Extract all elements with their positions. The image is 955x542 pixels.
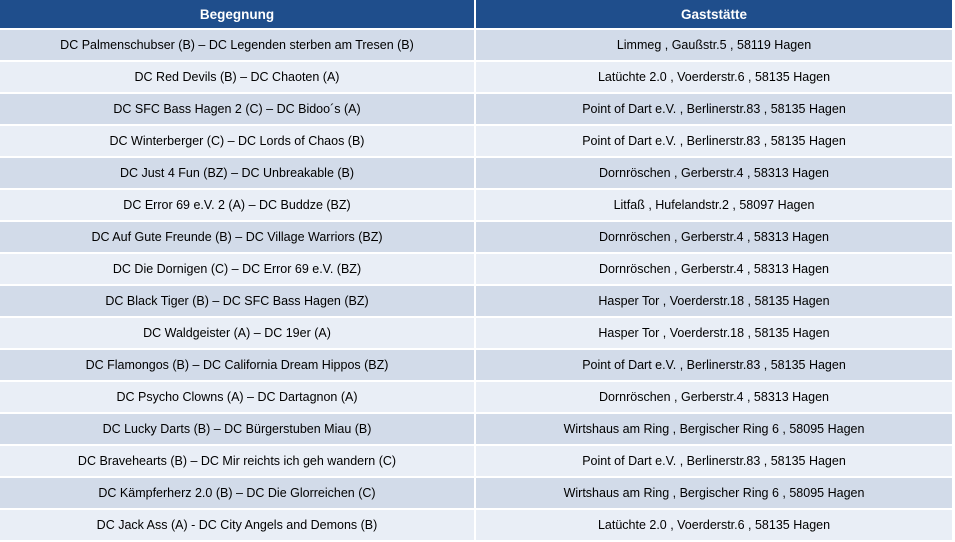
match-cell: DC SFC Bass Hagen 2 (C) – DC Bidoo´s (A) <box>0 94 476 126</box>
table-row <box>0 126 952 158</box>
column-header-venue: Gaststätte <box>476 0 952 30</box>
table-row <box>0 94 952 126</box>
table-row <box>0 254 952 286</box>
table-row <box>0 414 952 446</box>
venue-cell: Point of Dart e.V. , Berlinerstr.83 , 58135 Hagen <box>476 126 952 158</box>
table-row <box>0 62 952 94</box>
venue-cell: Dornröschen , Gerberstr.4 , 58313 Hagen <box>476 382 952 414</box>
match-cell: DC Kämpferherz 2.0 (B) – DC Die Glorreichen (C) <box>0 478 476 510</box>
table-row <box>0 510 952 542</box>
venue-cell: Latüchte 2.0 , Voerderstr.6 , 58135 Hagen <box>476 62 952 94</box>
table-row <box>0 446 952 478</box>
table-row <box>0 30 952 62</box>
table-row <box>0 158 952 190</box>
match-cell: DC Auf Gute Freunde (B) – DC Village Warriors (BZ) <box>0 222 476 254</box>
match-cell: DC Palmenschubser (B) – DC Legenden sterben am Tresen (B) <box>0 30 476 62</box>
venue-cell: Point of Dart e.V. , Berlinerstr.83 , 58135 Hagen <box>476 94 952 126</box>
header-row <box>0 0 952 30</box>
venue-cell: Hasper Tor , Voerderstr.18 , 58135 Hagen <box>476 286 952 318</box>
venue-cell: Dornröschen , Gerberstr.4 , 58313 Hagen <box>476 222 952 254</box>
match-cell: DC Flamongos (B) – DC California Dream Hippos (BZ) <box>0 350 476 382</box>
match-cell: DC Red Devils (B) – DC Chaoten (A) <box>0 62 476 94</box>
match-cell: DC Black Tiger (B) – DC SFC Bass Hagen (BZ) <box>0 286 476 318</box>
match-cell: DC Jack Ass (A) - DC City Angels and Demons (B) <box>0 510 476 542</box>
match-cell: DC Just 4 Fun (BZ) – DC Unbreakable (B) <box>0 158 476 190</box>
table-row <box>0 318 952 350</box>
match-cell: DC Psycho Clowns (A) – DC Dartagnon (A) <box>0 382 476 414</box>
venue-cell: Wirtshaus am Ring , Bergischer Ring 6 , 58095 Hagen <box>476 478 952 510</box>
venue-cell: Dornröschen , Gerberstr.4 , 58313 Hagen <box>476 254 952 286</box>
table-row <box>0 350 952 382</box>
match-cell: DC Winterberger (C) – DC Lords of Chaos (B) <box>0 126 476 158</box>
table-row <box>0 382 952 414</box>
venue-cell: Wirtshaus am Ring , Bergischer Ring 6 , 58095 Hagen <box>476 414 952 446</box>
match-cell: DC Lucky Darts (B) – DC Bürgerstuben Miau (B) <box>0 414 476 446</box>
match-cell: DC Error 69 e.V. 2 (A) – DC Buddze (BZ) <box>0 190 476 222</box>
venue-cell: Limmeg , Gaußstr.5 , 58119 Hagen <box>476 30 952 62</box>
venue-cell: Hasper Tor , Voerderstr.18 , 58135 Hagen <box>476 318 952 350</box>
table-row <box>0 286 952 318</box>
venue-cell: Dornröschen , Gerberstr.4 , 58313 Hagen <box>476 158 952 190</box>
match-cell: DC Die Dornigen (C) – DC Error 69 e.V. (BZ) <box>0 254 476 286</box>
table-row <box>0 222 952 254</box>
column-header-match: Begegnung <box>0 0 476 30</box>
match-cell: DC Waldgeister (A) – DC 19er (A) <box>0 318 476 350</box>
table-row <box>0 478 952 510</box>
venue-cell: Point of Dart e.V. , Berlinerstr.83 , 58135 Hagen <box>476 446 952 478</box>
venue-cell: Latüchte 2.0 , Voerderstr.6 , 58135 Hagen <box>476 510 952 542</box>
match-cell: DC Bravehearts (B) – DC Mir reichts ich geh wandern (C) <box>0 446 476 478</box>
venue-cell: Litfaß , Hufelandstr.2 , 58097 Hagen <box>476 190 952 222</box>
venue-cell: Point of Dart e.V. , Berlinerstr.83 , 58135 Hagen <box>476 350 952 382</box>
table-row <box>0 190 952 222</box>
